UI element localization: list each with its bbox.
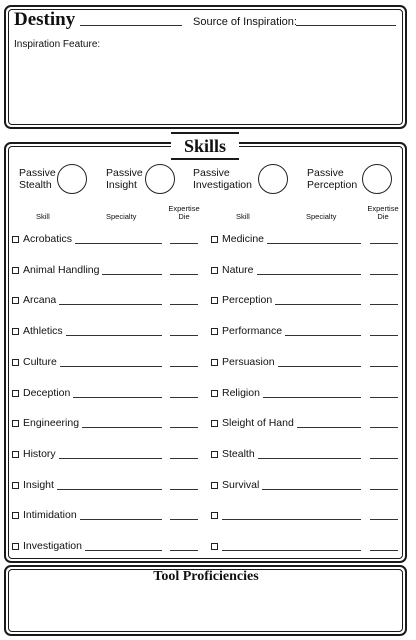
skill-checkbox[interactable]: [12, 267, 19, 274]
expertise-die-line[interactable]: [170, 304, 198, 305]
expertise-die-line[interactable]: [170, 519, 198, 520]
skill-name: Perception: [222, 294, 275, 306]
destiny-title: Destiny: [14, 9, 76, 30]
passive-stealth-circle[interactable]: [57, 164, 87, 194]
skill-name: Stealth: [222, 448, 258, 460]
expertise-die-line[interactable]: [170, 366, 198, 367]
skill-name: Athletics: [23, 325, 66, 337]
skill-name: Culture: [23, 356, 60, 368]
source-of-inspiration-label: Source of Inspiration:: [193, 16, 297, 28]
passive-insight-label: [106, 167, 143, 191]
skills-title: Skills: [183, 136, 227, 156]
passive-investigation-label: [193, 167, 252, 191]
skill-checkbox[interactable]: [211, 482, 218, 489]
specialty-line[interactable]: [222, 550, 361, 551]
expertise-die-line[interactable]: [370, 274, 398, 275]
inspiration-feature-label: Inspiration Feature:: [14, 39, 101, 50]
source-of-inspiration-line[interactable]: [296, 25, 396, 26]
expertise-die-line[interactable]: [170, 243, 198, 244]
skill-checkbox[interactable]: [12, 420, 19, 427]
skill-checkbox[interactable]: [211, 543, 218, 550]
skill-name: Nature: [222, 264, 257, 276]
expertise-die-line[interactable]: [170, 550, 198, 551]
passive-investigation-circle[interactable]: [258, 164, 288, 194]
skill-checkbox[interactable]: [211, 359, 218, 366]
passive-perception-label: [307, 167, 357, 191]
skill-name: Religion: [222, 387, 263, 399]
skill-name: Acrobatics: [23, 233, 75, 245]
skill-name: Investigation: [23, 540, 85, 552]
expertise-die-line[interactable]: [370, 397, 398, 398]
skills-panel-inner: [8, 146, 403, 559]
skill-checkbox[interactable]: [12, 482, 19, 489]
specialty-line[interactable]: [222, 519, 361, 520]
skill-name: History: [23, 448, 59, 460]
passive-stealth-label: [19, 167, 56, 191]
expertise-die-line[interactable]: [370, 243, 398, 244]
header-expertise-left: [164, 205, 204, 221]
skill-checkbox[interactable]: [211, 236, 218, 243]
expertise-die-line[interactable]: [370, 550, 398, 551]
expertise-die-line[interactable]: [170, 335, 198, 336]
passive-stealth-line2: Stealth: [19, 179, 52, 191]
skill-checkbox[interactable]: [12, 236, 19, 243]
expertise-die-line[interactable]: [370, 335, 398, 336]
expertise-die-line[interactable]: [370, 304, 398, 305]
expertise-die-line[interactable]: [170, 427, 198, 428]
skill-name: Intimidation: [23, 509, 80, 521]
expertise-die-line[interactable]: [170, 458, 198, 459]
expertise-die-line[interactable]: [370, 366, 398, 367]
expertise-die-line[interactable]: [170, 274, 198, 275]
skill-checkbox[interactable]: [211, 512, 218, 519]
skill-name: Sleight of Hand: [222, 417, 297, 429]
passive-insight-circle[interactable]: [145, 164, 175, 194]
header-skill-right: Skill: [236, 212, 250, 221]
passive-perception-line1: Passive: [307, 167, 344, 179]
skill-checkbox[interactable]: [12, 390, 19, 397]
passive-perception-line2: Perception: [307, 179, 358, 191]
skill-name: Insight: [23, 479, 57, 491]
header-expertise-right-line1: Expertise: [367, 204, 399, 213]
skill-name: Persuasion: [222, 356, 278, 368]
passive-insight-line1: Passive: [106, 167, 143, 179]
skill-checkbox[interactable]: [211, 328, 218, 335]
expertise-die-line[interactable]: [370, 489, 398, 490]
expertise-die-line[interactable]: [170, 397, 198, 398]
skill-checkbox[interactable]: [211, 420, 218, 427]
skill-name: Survival: [222, 479, 262, 491]
skill-checkbox[interactable]: [211, 267, 218, 274]
passive-insight-line2: Insight: [106, 179, 137, 191]
skill-name: Arcana: [23, 294, 59, 306]
expertise-die-line[interactable]: [370, 458, 398, 459]
tool-proficiencies-title: Tool Proficiencies: [153, 569, 259, 584]
skill-checkbox[interactable]: [211, 297, 218, 304]
skill-checkbox[interactable]: [12, 543, 19, 550]
expertise-die-line[interactable]: [370, 519, 398, 520]
header-specialty-right: Specialty: [306, 212, 337, 221]
skill-checkbox[interactable]: [211, 390, 218, 397]
skills-title-box: [171, 132, 239, 160]
expertise-die-line[interactable]: [370, 427, 398, 428]
skill-checkbox[interactable]: [12, 451, 19, 458]
skills-panel: [4, 142, 407, 563]
skill-name: Performance: [222, 325, 285, 337]
skill-checkbox[interactable]: [12, 512, 19, 519]
skill-name: Animal Handling: [23, 264, 102, 276]
header-expertise-left-line2: Die: [178, 212, 190, 221]
skill-checkbox[interactable]: [12, 328, 19, 335]
header-expertise-right-line2: Die: [377, 212, 389, 221]
expertise-die-line[interactable]: [170, 489, 198, 490]
skill-name: Engineering: [23, 417, 82, 429]
skill-checkbox[interactable]: [211, 451, 218, 458]
skill-checkbox[interactable]: [12, 297, 19, 304]
passive-stealth-line1: Passive: [19, 167, 56, 179]
passive-investigation-line1: Passive: [193, 167, 230, 179]
destiny-name-line[interactable]: [80, 25, 182, 26]
header-skill-left: Skill: [36, 212, 50, 221]
header-specialty-left: Specialty: [106, 212, 137, 221]
skill-checkbox[interactable]: [12, 359, 19, 366]
skill-name: Deception: [23, 387, 73, 399]
passive-perception-circle[interactable]: [362, 164, 392, 194]
header-expertise-right: [363, 205, 403, 221]
passive-investigation-line2: Investigation: [193, 179, 252, 191]
header-expertise-left-line1: Expertise: [168, 204, 200, 213]
skill-name: Medicine: [222, 233, 267, 245]
